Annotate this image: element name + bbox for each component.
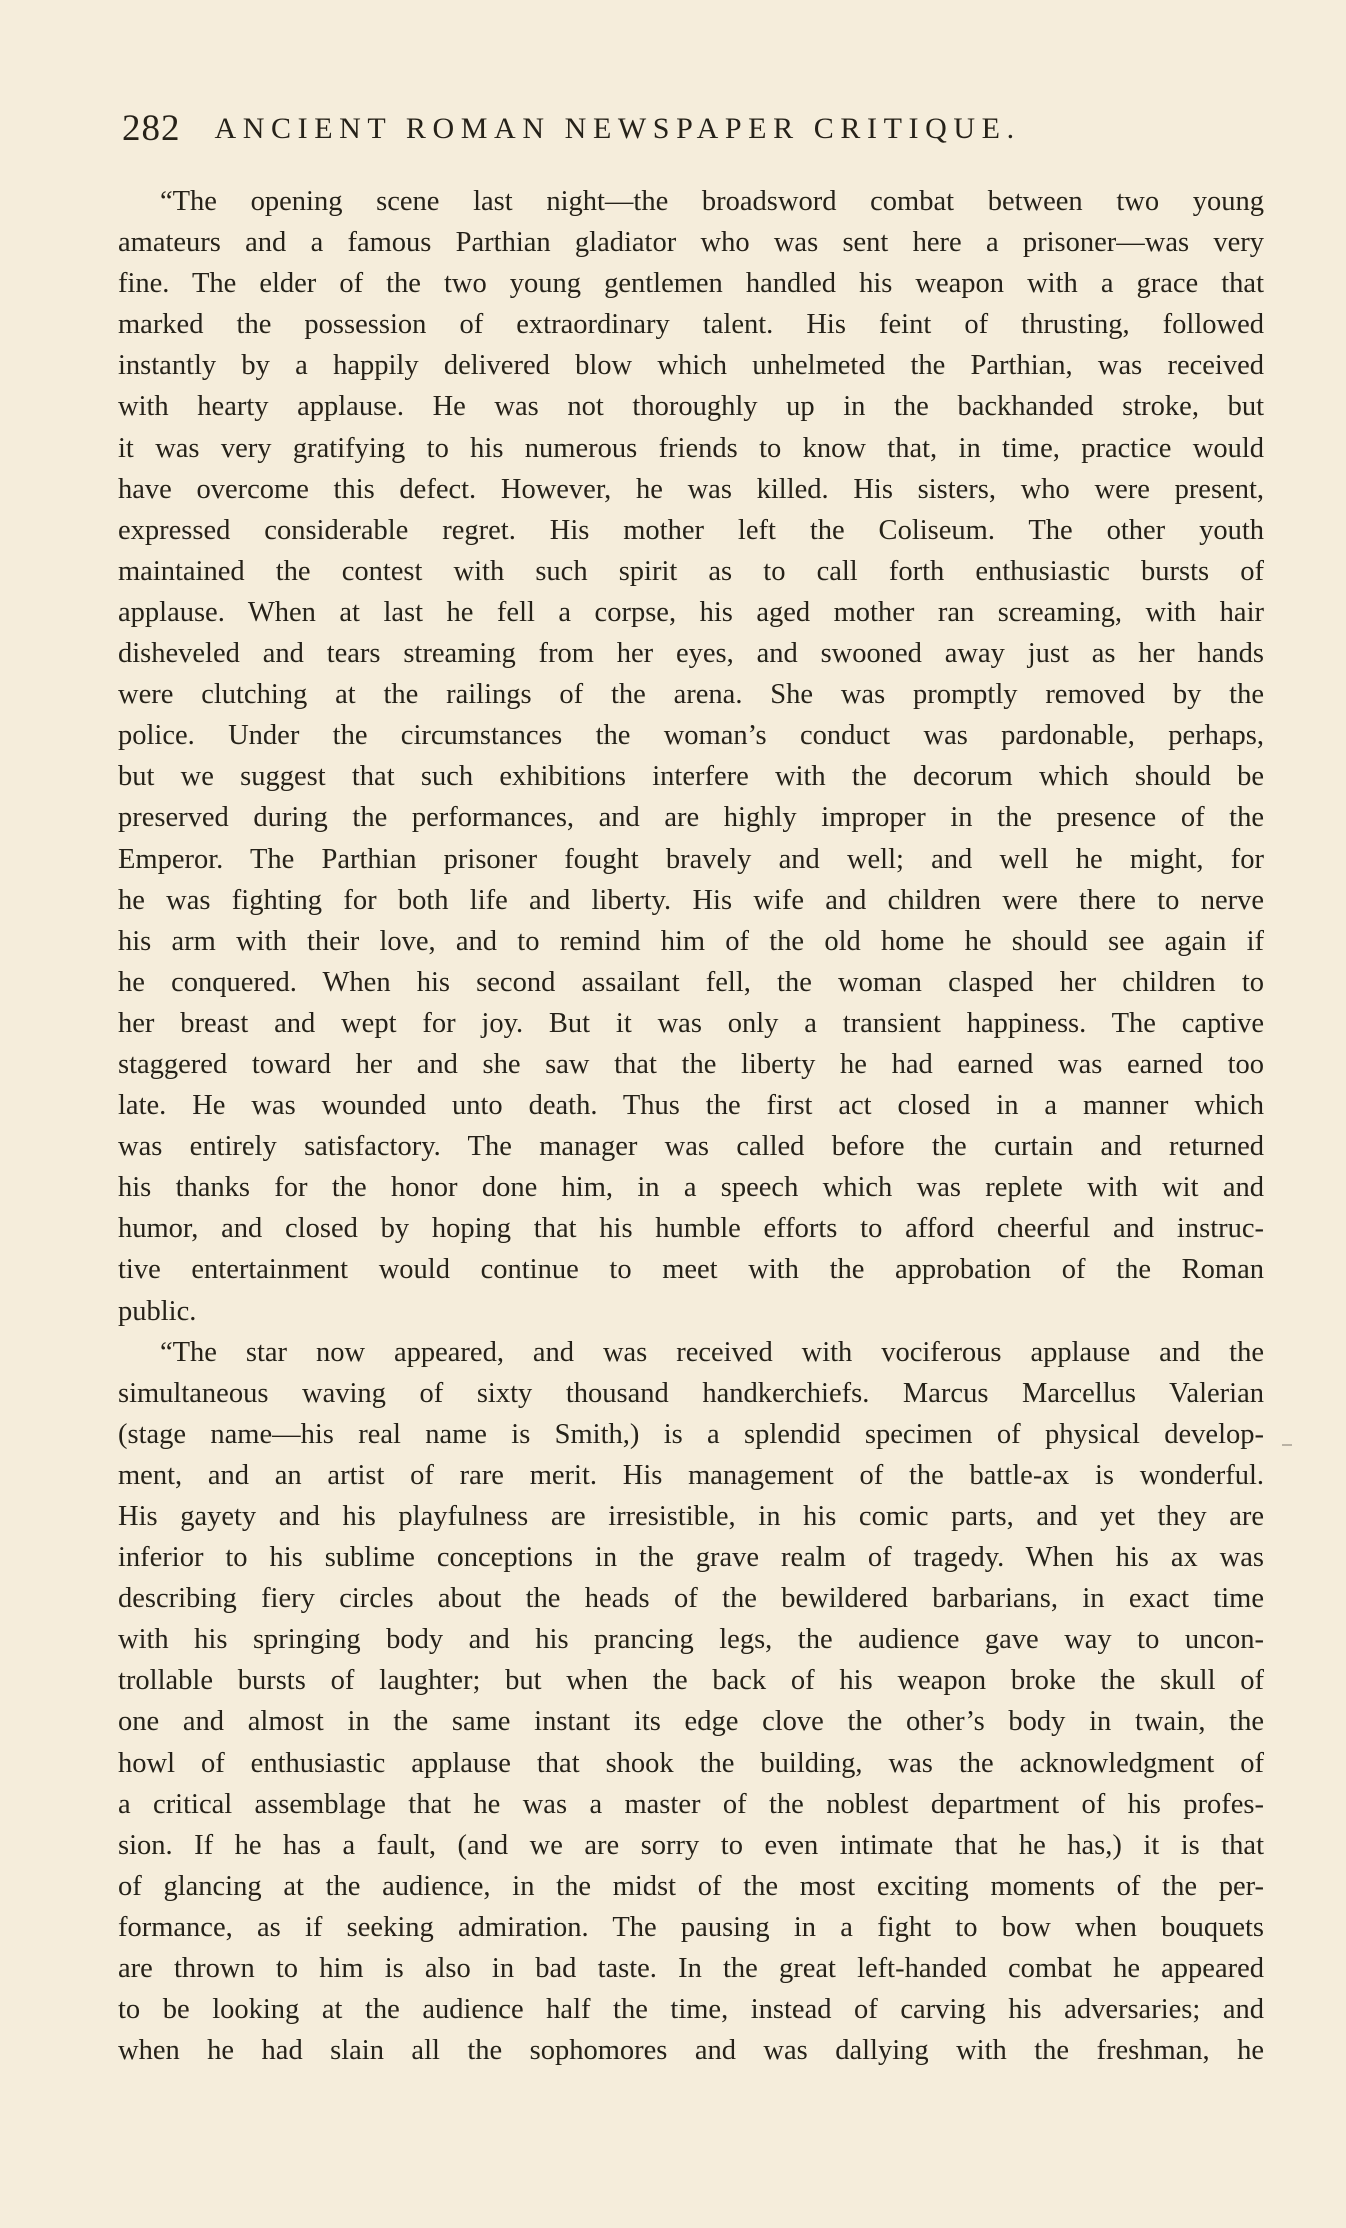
text-line: Emperor. The Parthian prisoner fought bravely and well; and well he might, for <box>118 843 1264 875</box>
text-line: describing fiery circles about the heads of the bewildered barbarians, in exact time <box>118 1583 1264 1615</box>
text-line: but we suggest that such exhibitions interfere with the decorum which should be <box>118 761 1264 793</box>
text-line: his thanks for the honor done him, in a speech which was replete with wit and <box>118 1172 1264 1204</box>
text-line: (stage name—his real name is Smith,) is a splendid specimen of physical develop- <box>118 1418 1264 1450</box>
text-line: inferior to his sublime conceptions in the grave realm of tragedy. When his ax was <box>118 1542 1264 1574</box>
paragraph-opening-scene <box>118 181 1264 1332</box>
body-text <box>118 181 1264 2071</box>
text-line: with his springing body and his prancing legs, the audience gave way to uncon- <box>118 1624 1264 1656</box>
text-line: he was fighting for both life and liberty. His wife and children were there to nerve <box>118 884 1264 916</box>
text-line: police. Under the circumstances the woman’s conduct was pardonable, perhaps, <box>118 720 1264 752</box>
text-line: one and almost in the same instant its edge clove the other’s body in twain, the <box>118 1706 1264 1738</box>
text-line: have overcome this defect. However, he was killed. His sisters, who were present, <box>118 473 1264 505</box>
paragraph-star-appeared <box>118 1332 1264 2072</box>
text-line: tive entertainment would continue to meet with the approbation of the Roman <box>118 1254 1264 1286</box>
text-line: “The star now appeared, and was received with vociferous applause and the <box>160 1336 1264 1368</box>
text-line: disheveled and tears streaming from her eyes, and swooned away just as her hands <box>118 638 1264 670</box>
text-line: marked the possession of extraordinary talent. His feint of thrusting, followed <box>118 309 1264 341</box>
text-line: fine. The elder of the two young gentlemen handled his weapon with a grace that <box>118 268 1264 300</box>
text-line: his arm with their love, and to remind him of the old home he should see again if <box>118 925 1264 957</box>
text-line: of glancing at the audience, in the midst of the most exciting moments of the per- <box>118 1870 1264 1902</box>
text-line: he conquered. When his second assailant fell, the woman clasped her children to <box>118 966 1264 998</box>
text-line: are thrown to him is also in bad taste. In the great left-handed combat he appeared <box>118 1953 1264 1985</box>
text-line: a critical assemblage that he was a master of the noblest department of his profes- <box>118 1788 1264 1820</box>
text-line: “The opening scene last night—the broadsword combat between two young <box>160 186 1264 217</box>
text-line: maintained the contest with such spirit as to call forth enthusiastic bursts of <box>118 555 1264 587</box>
text-line: amateurs and a famous Parthian gladiator who was sent here a prisoner—was very <box>118 227 1264 259</box>
text-line: expressed considerable regret. His mother left the Coliseum. The other youth <box>118 514 1264 546</box>
text-line: when he had slain all the sophomores and was dallying with the freshman, he <box>118 2035 1264 2067</box>
text-line: staggered toward her and she saw that the liberty he had earned was earned too <box>118 1048 1264 1080</box>
text-line: howl of enthusiastic applause that shook the building, was the acknowledgment of <box>118 1747 1264 1779</box>
text-line: her breast and wept for joy. But it was only a transient happiness. The captive <box>118 1007 1264 1039</box>
text-line: to be looking at the audience half the time, instead of carving his adversaries; and <box>118 1994 1264 2026</box>
text-line: sion. If he has a fault, (and we are sorry to even intimate that he has,) it is that <box>118 1829 1264 1861</box>
text-line: formance, as if seeking admiration. The pausing in a fight to bow when bouquets <box>118 1911 1264 1943</box>
text-line: applause. When at last he fell a corpse, his aged mother ran screaming, with hair <box>118 596 1264 628</box>
text-line: ment, and an artist of rare merit. His management of the battle-ax is wonderful. <box>118 1459 1264 1491</box>
text-line: His gayety and his playfulness are irresistible, in his comic parts, and yet they are <box>118 1501 1264 1532</box>
margin-mark <box>1282 1444 1292 1446</box>
text-line: public. <box>118 1295 197 1327</box>
text-line: was entirely satisfactory. The manager was called before the curtain and returned <box>118 1131 1264 1163</box>
text-line: with hearty applause. He was not thoroughly up in the backhanded stroke, but <box>118 391 1264 423</box>
text-line: preserved during the performances, and are highly improper in the presence of the <box>118 802 1264 834</box>
text-line: late. He was wounded unto death. Thus the first act closed in a manner which <box>118 1090 1264 1122</box>
text-line: it was very gratifying to his numerous friends to know that, in time, practice would <box>118 432 1264 464</box>
text-line: instantly by a happily delivered blow which unhelmeted the Parthian, was received <box>118 350 1264 382</box>
running-head <box>122 104 1262 154</box>
text-line: simultaneous waving of sixty thousand handkerchiefs. Marcus Marcellus Valerian <box>118 1377 1264 1409</box>
text-line: trollable bursts of laughter; but when the back of his weapon broke the skull of <box>118 1665 1264 1697</box>
running-title: ANCIENT ROMAN NEWSPAPER CRITIQUE. <box>214 112 1021 145</box>
text-line: were clutching at the railings of the arena. She was promptly removed by the <box>118 679 1264 711</box>
page-number: 282 <box>122 108 181 149</box>
text-line: humor, and closed by hoping that his humble efforts to afford cheerful and instruc- <box>118 1213 1264 1245</box>
